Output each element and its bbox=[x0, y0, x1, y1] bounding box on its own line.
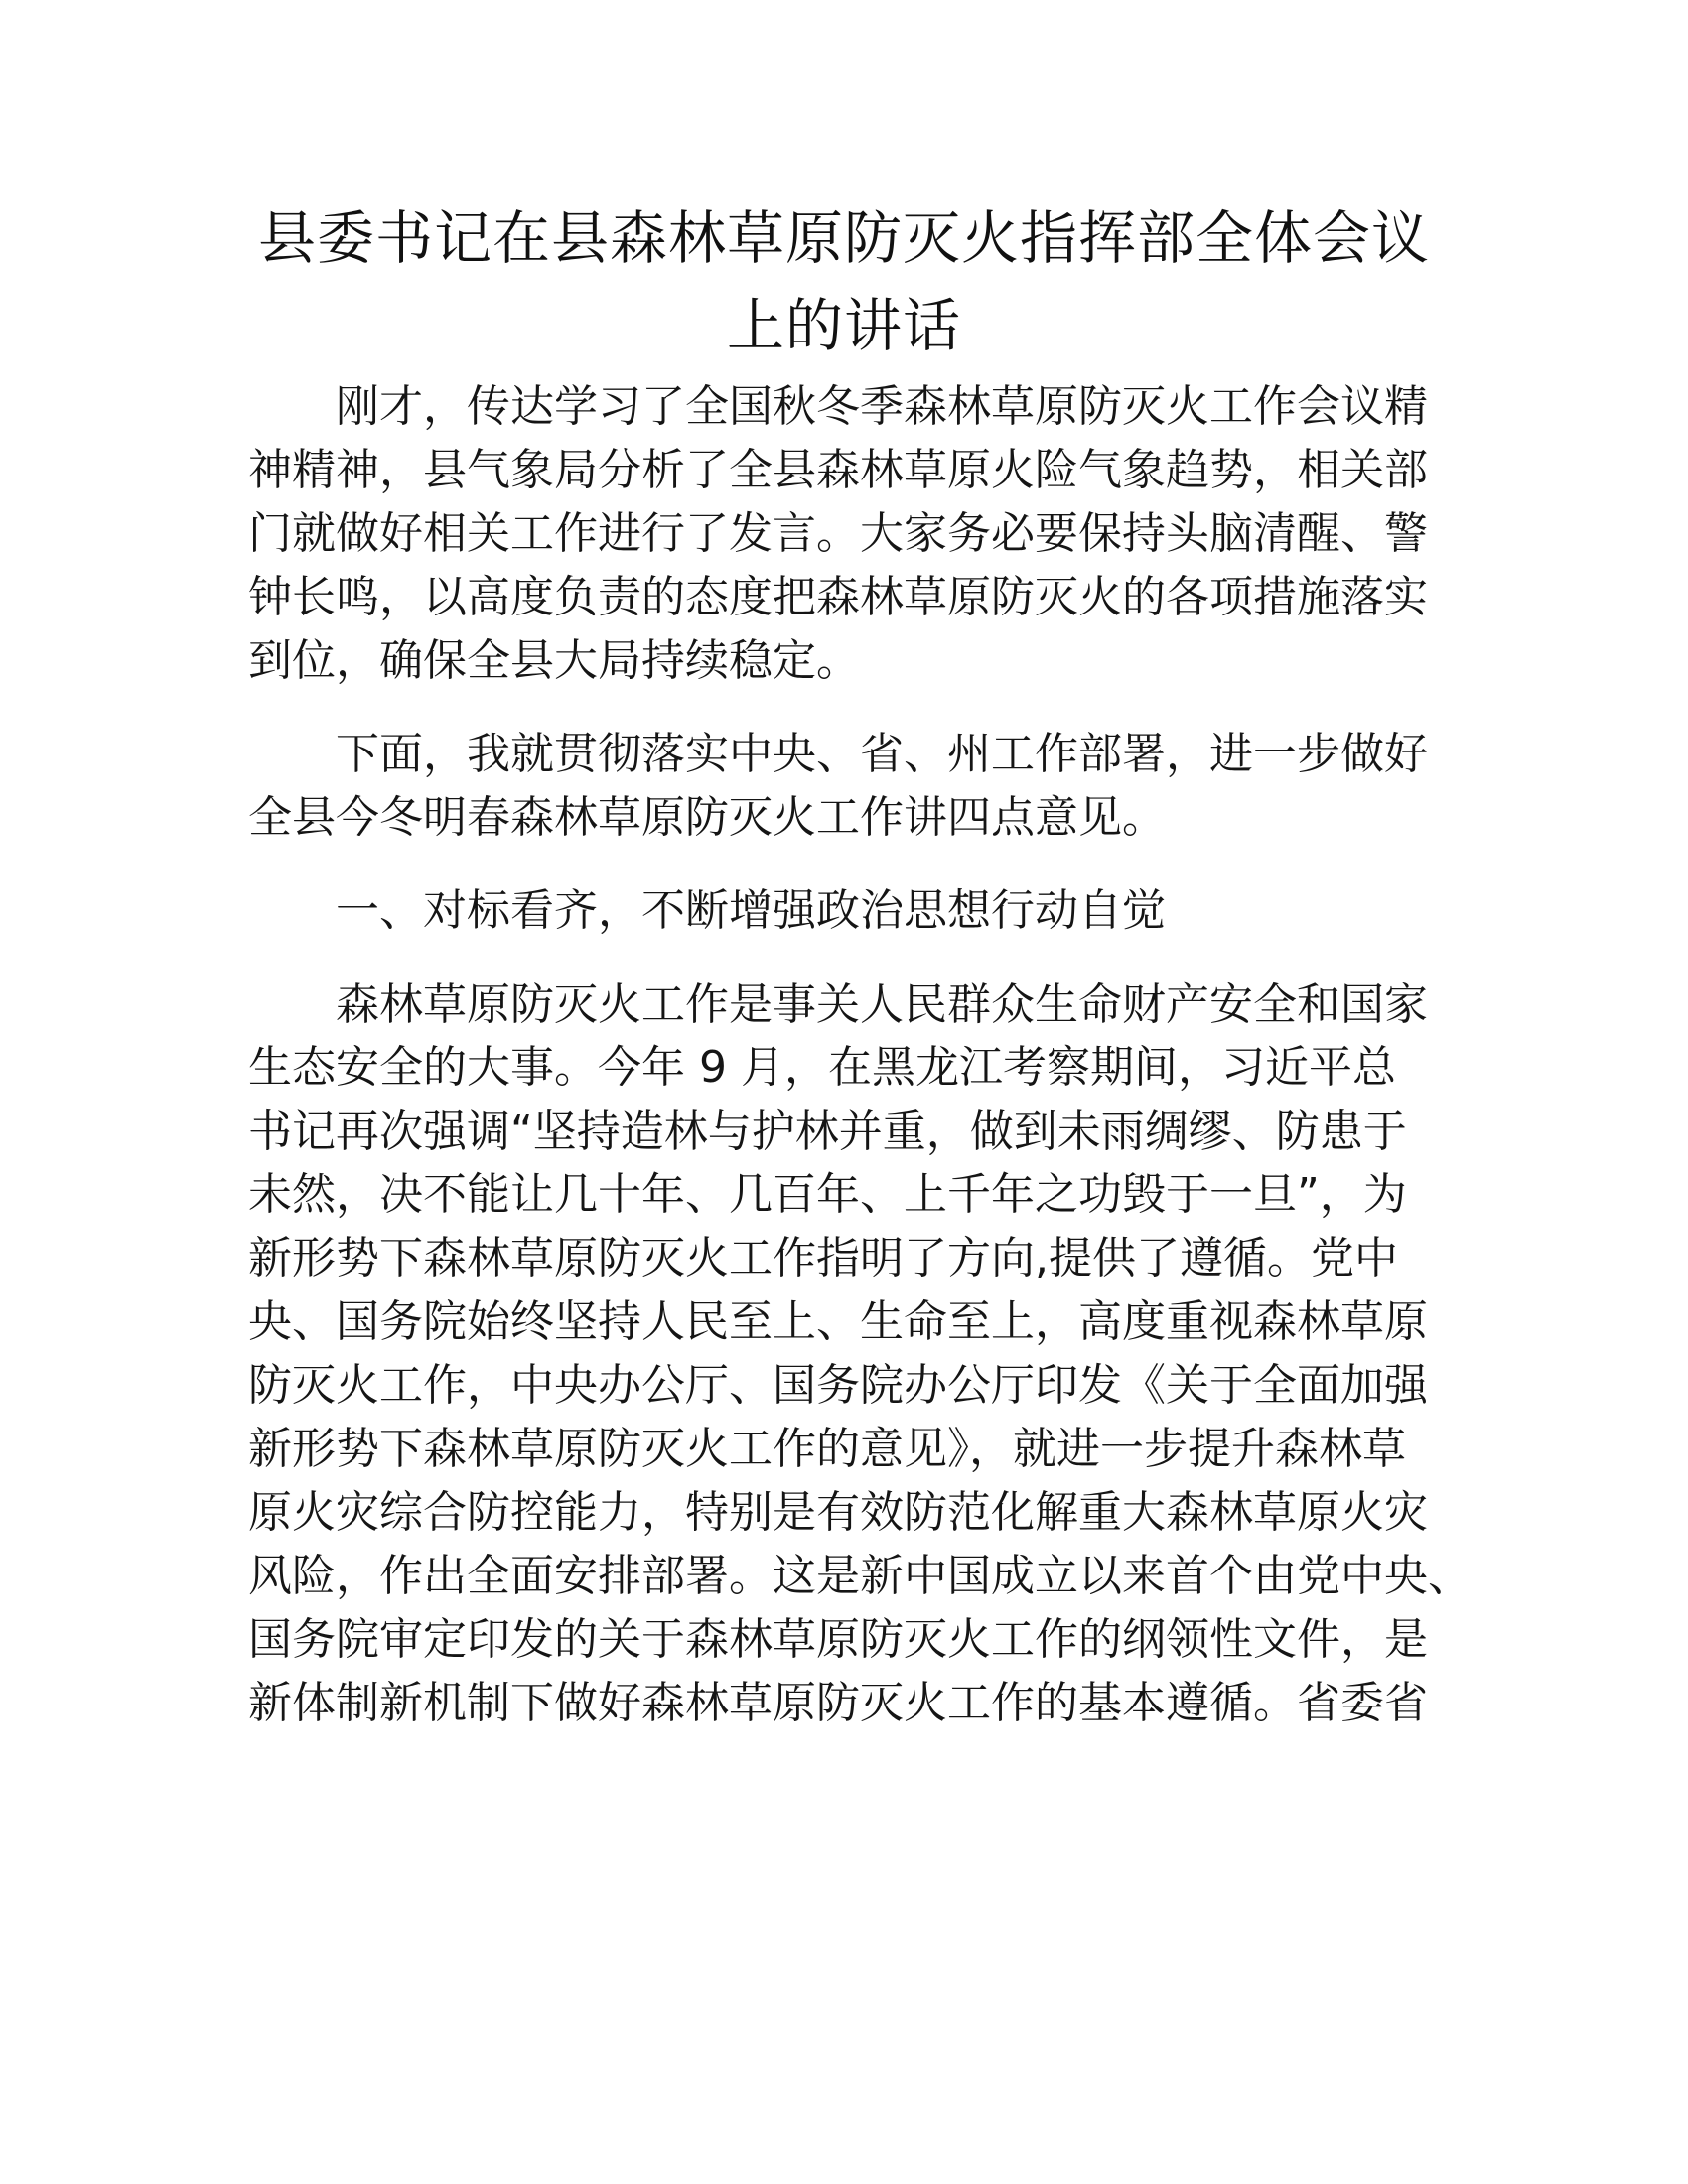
title-line: 上的讲话 bbox=[726, 292, 961, 359]
paragraph-line: 钟长鸣，以高度负责的态度把森林草原防灭火的各项措施落实 bbox=[248, 572, 1428, 622]
paragraph-line: 全县今冬明春森林草原防灭火工作讲四点意见。 bbox=[248, 792, 1166, 843]
paragraph-line: 门就做好相关工作进行了发言。大家务必要保持头脑清醒、警 bbox=[248, 508, 1428, 559]
paragraph-section-one bbox=[248, 973, 1472, 1735]
section-heading-line: 一、对标看齐，不断增强政治思想行动自觉 bbox=[336, 886, 1166, 936]
paragraph-line: 新形势下森林草原防灭火工作指明了方向,提供了遵循。党中 bbox=[248, 1233, 1398, 1284]
paragraph-line: 书记再次强调“坚持造林与护林并重，做到未雨绸缪、防患于 bbox=[248, 1106, 1407, 1157]
paragraph-line: 新体制新机制下做好森林草原防灭火工作的基本遵循。省委省 bbox=[248, 1678, 1428, 1728]
paragraph-gap bbox=[248, 693, 1450, 723]
paragraph-line: 防灭火工作，中央办公厅、国务院办公厅印发《关于全面加强 bbox=[248, 1360, 1428, 1411]
paragraph-line: 刚才，传达学习了全国秋冬季森林草原防灭火工作会议精 bbox=[336, 381, 1428, 432]
paragraph-line: 原火灾综合防控能力，特别是有效防范化解重大森林草原火灾 bbox=[248, 1487, 1428, 1538]
paragraph-gap bbox=[248, 850, 1450, 880]
document-body bbox=[248, 375, 1472, 1735]
paragraph-intro bbox=[248, 375, 1450, 693]
paragraph-outline bbox=[248, 723, 1450, 850]
paragraph-line: 央、国务院始终坚持人民至上、生命至上，高度重视森林草原 bbox=[248, 1297, 1428, 1347]
paragraph-line: 到位，确保全县大局持续稳定。 bbox=[248, 635, 860, 686]
section-heading bbox=[248, 880, 1450, 943]
paragraph-line: 下面，我就贯彻落实中央、省、州工作部署，进一步做好 bbox=[336, 729, 1428, 779]
paragraph-line: 生态安全的大事。今年 9 月，在黑龙江考察期间，习近平总 bbox=[248, 1042, 1396, 1093]
paragraph-line: 未然，决不能让几十年、几百年、上千年之功毁于一旦”，为 bbox=[248, 1169, 1407, 1220]
paragraph-line: 风险，作出全面安排部署。这是新中国成立以来首个由党中央、 bbox=[248, 1551, 1472, 1601]
paragraph-gap bbox=[248, 943, 1450, 973]
paragraph-line: 国务院审定印发的关于森林草原防灭火工作的纲领性文件，是 bbox=[248, 1614, 1428, 1665]
document-title bbox=[248, 195, 1440, 369]
paragraph-line: 新形势下森林草原防灭火工作的意见》，就进一步提升森林草 bbox=[248, 1424, 1406, 1474]
paragraph-line: 森林草原防灭火工作是事关人民群众生命财产安全和国家 bbox=[336, 979, 1428, 1029]
paragraph-line: 神精神，县气象局分析了全县森林草原火险气象趋势，相关部 bbox=[248, 445, 1428, 495]
title-line: 县委书记在县森林草原防灭火指挥部全体会议 bbox=[257, 205, 1430, 272]
